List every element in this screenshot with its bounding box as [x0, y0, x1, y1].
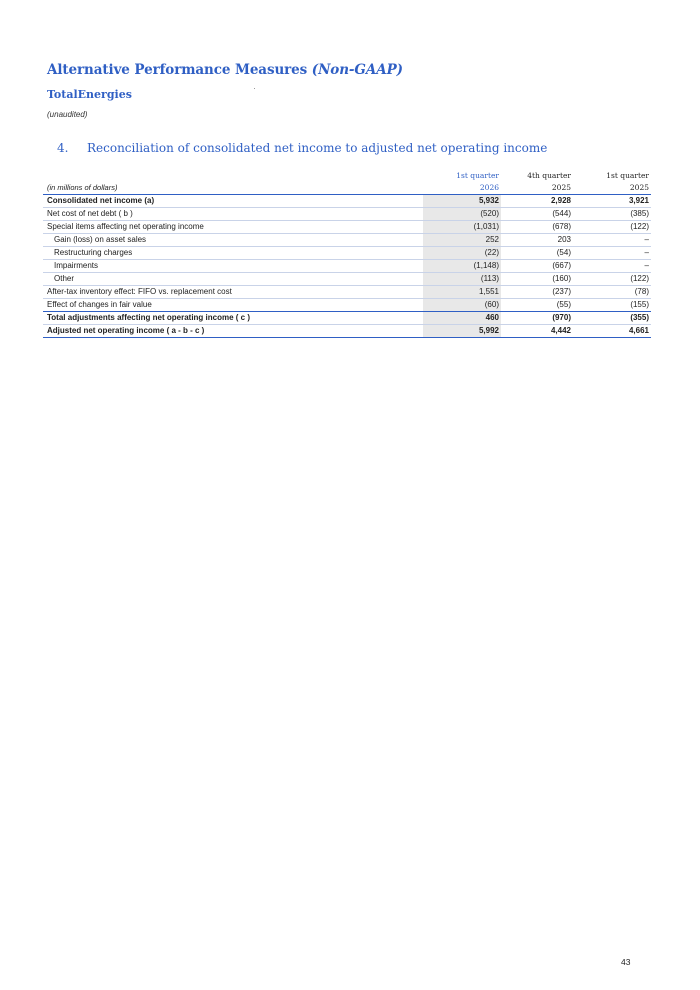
- table-row: [43, 260, 651, 273]
- cell-value: 252: [423, 234, 501, 247]
- unit-label: (in millions of dollars): [43, 182, 423, 195]
- reconciliation-table: [43, 170, 651, 338]
- cell-value: 5,932: [423, 195, 501, 208]
- cell-value: (78): [573, 286, 651, 299]
- cell-value: (544): [501, 208, 573, 221]
- section-number: 4.: [57, 141, 69, 155]
- col-header-year: 2025: [501, 182, 573, 195]
- cell-value: 203: [501, 234, 573, 247]
- cell-value: (122): [573, 273, 651, 286]
- table-row: [43, 234, 651, 247]
- cell-value: 1,551: [423, 286, 501, 299]
- unaudited-note: (unaudited): [47, 110, 88, 119]
- table-row: [43, 208, 651, 221]
- title-emphasis: (Non-GAAP): [311, 62, 403, 78]
- cell-value: (155): [573, 299, 651, 312]
- table-row-total: [43, 312, 651, 325]
- table-row-adjusted: [43, 325, 651, 338]
- cell-value: –: [573, 234, 651, 247]
- cell-value: (355): [573, 312, 651, 325]
- cell-value: (60): [423, 299, 501, 312]
- cell-value: (385): [573, 208, 651, 221]
- row-label: Total adjustments affecting net operating income ( c ): [43, 312, 423, 325]
- cell-value: 4,661: [573, 325, 651, 338]
- cell-value: 5,992: [423, 325, 501, 338]
- page-number: 43: [621, 957, 631, 967]
- section-heading: [57, 141, 547, 155]
- cell-value: (160): [501, 273, 573, 286]
- cell-value: (55): [501, 299, 573, 312]
- row-label: Gain (loss) on asset sales: [43, 234, 423, 247]
- table-row: [43, 299, 651, 312]
- cell-value: –: [573, 260, 651, 273]
- col-header-year: 2026: [423, 182, 501, 195]
- cell-value: (667): [501, 260, 573, 273]
- table-row: [43, 286, 651, 299]
- row-label: Special items affecting net operating income: [43, 221, 423, 234]
- stray-mark: [254, 88, 255, 89]
- col-header-year: 2025: [573, 182, 651, 195]
- cell-value: (122): [573, 221, 651, 234]
- section-title: Reconciliation of consolidated net income to adjusted net operating income: [87, 141, 548, 155]
- document-title: [47, 62, 403, 78]
- row-label: Impairments: [43, 260, 423, 273]
- row-label: Other: [43, 273, 423, 286]
- page-header: [47, 62, 403, 119]
- cell-value: –: [573, 247, 651, 260]
- cell-value: 4,442: [501, 325, 573, 338]
- cell-value: (113): [423, 273, 501, 286]
- table-row: [43, 195, 651, 208]
- cell-value: (1,031): [423, 221, 501, 234]
- header-row-period: [43, 170, 651, 182]
- cell-value: (22): [423, 247, 501, 260]
- cell-value: (237): [501, 286, 573, 299]
- col-header-period: 4th quarter: [527, 171, 571, 180]
- cell-value: 2,928: [501, 195, 573, 208]
- row-label: Effect of changes in fair value: [43, 299, 423, 312]
- table-row: [43, 221, 651, 234]
- col-header-period: 1st quarter: [606, 171, 649, 180]
- cell-value: 3,921: [573, 195, 651, 208]
- cell-value: (54): [501, 247, 573, 260]
- row-label: Net cost of net debt ( b ): [43, 208, 423, 221]
- row-label: Restructuring charges: [43, 247, 423, 260]
- cell-value: (970): [501, 312, 573, 325]
- cell-value: (520): [423, 208, 501, 221]
- company-name: TotalEnergies: [47, 88, 132, 101]
- header-row-year: [43, 182, 651, 195]
- row-label: After-tax inventory effect: FIFO vs. replacement cost: [43, 286, 423, 299]
- cell-value: 460: [423, 312, 501, 325]
- col-header-period: 1st quarter: [456, 171, 499, 180]
- row-label: Adjusted net operating income ( a - b - c ): [43, 325, 423, 338]
- table-row: [43, 247, 651, 260]
- row-label: Consolidated net income (a): [43, 195, 423, 208]
- cell-value: (1,148): [423, 260, 501, 273]
- table-row: [43, 273, 651, 286]
- title-main: Alternative Performance Measures: [47, 62, 312, 78]
- cell-value: (678): [501, 221, 573, 234]
